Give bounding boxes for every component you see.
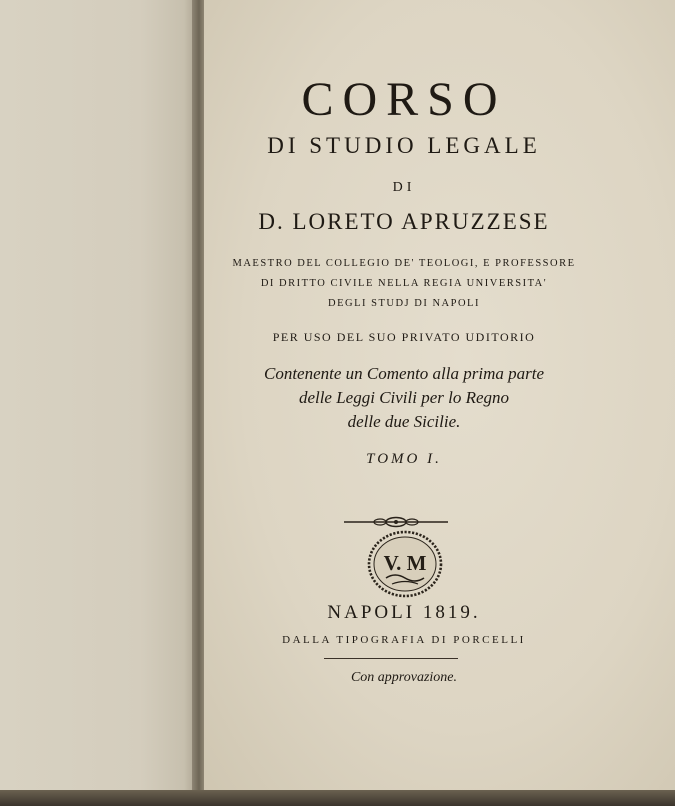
- left-page: [0, 0, 200, 806]
- purpose-line: PER USO DEL SUO PRIVATO UDITORIO: [272, 330, 536, 344]
- book-edge: [0, 790, 675, 806]
- author-credential-line: MAESTRO DEL COLLEGIO DE' TEOLOGI, E PROFESSORE: [232, 258, 576, 269]
- description-line: delle due Sicilie.: [347, 412, 461, 431]
- description-line: Contenente un Comento alla prima parte: [263, 364, 544, 383]
- library-stamp-icon: [364, 528, 446, 600]
- place-and-year: NAPOLI 1819.: [327, 602, 481, 623]
- volume-number: TOMO I.: [366, 451, 442, 467]
- approval-note: Con approvazione.: [350, 670, 458, 685]
- printer-line: DALLA TIPOGRAFIA DI PORCELLI: [282, 634, 526, 646]
- book-subtitle: DI STUDIO LEGALE: [267, 133, 541, 158]
- description-line: delle Leggi Civili per lo Regno: [298, 388, 510, 407]
- author-credential-line: DEGLI STUDJ DI NAPOLI: [328, 298, 480, 309]
- author-preposition: DI: [392, 180, 416, 195]
- author-credential-line: DI DRITTO CIVILE NELLA REGIA UNIVERSITA': [260, 278, 548, 289]
- book-title: CORSO: [301, 73, 507, 126]
- stamp-monogram: V. M: [383, 551, 427, 575]
- author-name: D. LORETO APRUZZESE: [258, 209, 550, 234]
- divider-rule: [324, 658, 458, 659]
- ornament-rule-icon: [344, 515, 448, 529]
